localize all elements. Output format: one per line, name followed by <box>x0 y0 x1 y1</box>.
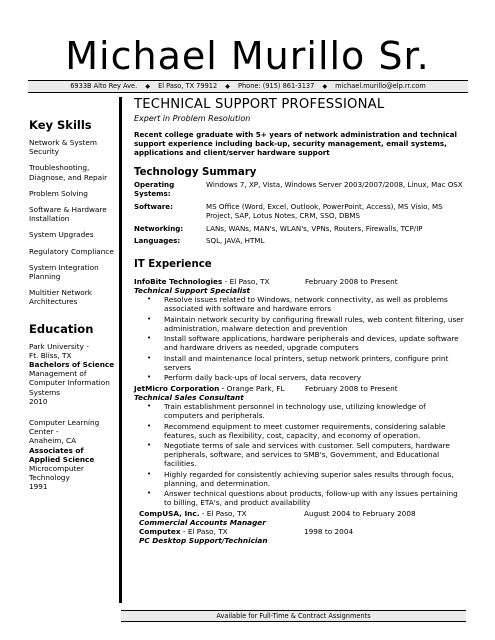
footer-bar: Available for Full-Time & Contract Assignments <box>121 610 466 622</box>
degree: Bachelors of Science <box>29 360 115 370</box>
education-entry <box>29 342 117 406</box>
list-item: • Perform daily back-ups of local servers, data recovery <box>164 373 464 382</box>
skill-item: Problem Solving <box>29 188 88 198</box>
list-item: • Recommend equipment to meet customer requirements, considering salable features, such as flexibility, cost, capacity, and economy of operation. <box>164 422 464 440</box>
list-item: • Resolve issues related to Windows, network connectivity, as well as problems associated with software and hardware errors <box>164 295 464 313</box>
job-header <box>134 384 464 393</box>
job-company-line <box>139 527 304 536</box>
sidebar <box>29 118 117 492</box>
job-header <box>139 509 464 518</box>
contact-email[interactable]: michael.murillo@elp.rr.com <box>335 82 426 90</box>
job-location: - Orange Park, FL <box>219 384 285 394</box>
school-name: Computer Learning Center - <box>29 418 100 437</box>
list-item: • Install and maintenance local printers, setup network printers, configure print servers <box>164 354 464 372</box>
job-company: JetMicro Corporation <box>134 384 220 394</box>
job-company: CompUSA, Inc. <box>139 508 200 518</box>
skills-heading: Key Skills <box>29 118 92 132</box>
summary-text: Recent college graduate with 5+ years of network administration and technical support experience including back-up, security management, email systems, applications and client/server hardware support <box>134 130 457 157</box>
skill-item: Multitier Network Architectures <box>29 288 92 307</box>
job-role: Commercial Accounts Manager <box>139 517 266 527</box>
degree-field: Microcomputer Technology <box>29 464 84 483</box>
job-header <box>134 277 464 286</box>
job-company: InfoBite Technologies <box>134 277 223 287</box>
tech-row <box>134 225 464 238</box>
tech-table <box>134 181 464 250</box>
other-jobs <box>134 509 464 545</box>
tech-label: Networking: <box>134 223 184 233</box>
list-item: • Install software applications, hardware peripherals and devices, update software and hardware drivers as needed, upgrade computers <box>164 334 464 352</box>
education-heading: Education <box>29 321 94 336</box>
degree-field: Management of Computer Information Systems <box>29 369 110 397</box>
job-company-line <box>139 509 304 518</box>
list-item: • Answer technical questions about products, follow-up with any issues pertaining to billing, ETA's, and product availability <box>164 489 464 507</box>
tech-row <box>134 237 464 250</box>
skill-item: System Upgrades <box>29 230 94 240</box>
education-entry <box>29 418 117 492</box>
skill-item: System Integration Planning <box>29 262 99 282</box>
job-header <box>139 527 464 536</box>
separator-icon: ◆ <box>145 83 150 90</box>
school-location: Ft. Bliss, TX <box>29 350 72 360</box>
tech-label: Languages: <box>134 236 181 246</box>
job-dates: 1998 to 2004 <box>304 526 354 536</box>
skill-item: Troubleshooting, Diagnose, and Repair <box>29 163 108 182</box>
job-bullets <box>134 295 464 382</box>
job-role: Technical Sales Consultant <box>134 393 244 403</box>
column-divider <box>119 97 122 603</box>
contact-phone: Phone: (915) 861-3137 <box>238 82 315 90</box>
school-name: Park University - <box>29 341 89 351</box>
page-title: TECHNICAL SUPPORT PROFESSIONAL <box>134 97 385 112</box>
skill-item: Regulatory Compliance <box>29 246 114 256</box>
main-content <box>134 97 464 545</box>
job-role: PC Desktop Support/Technician <box>139 535 268 545</box>
tech-label: Operating Systems: <box>134 180 175 199</box>
tech-value: LANs, WANs, MAN's, WLAN's, VPNs, Routers, Firewalls, TCP/IP <box>206 223 423 233</box>
list-item: • Maintain network security by configuring firewall rules, web content filtering, user administration, malware detection and prevention <box>164 315 464 333</box>
school-location: Anaheim, CA <box>29 436 77 446</box>
list-item: • Train establishment personnel in technology use, utilizing knowledge of computers and peripherals. <box>164 402 464 420</box>
degree-year: 1991 <box>29 482 48 492</box>
list-item: • Highly regarded for consistently achieving superior sales results through focus, planning, and determination. <box>164 470 464 488</box>
contact-city: El Paso, TX 79912 <box>158 82 218 90</box>
tech-heading: Technology Summary <box>134 167 257 179</box>
job-dates: February 2008 to Present <box>305 384 398 394</box>
job-company-line <box>134 384 305 393</box>
tech-label: Software: <box>134 201 173 211</box>
skill-item: Software & Hardware Installation <box>29 205 107 224</box>
degree-year: 2010 <box>29 396 48 406</box>
contact-address: 6933B Alto Rey Ave. <box>70 82 138 90</box>
skill-item: Network & System Security <box>29 138 98 157</box>
separator-icon: ◆ <box>225 83 230 90</box>
tech-row <box>134 181 464 203</box>
resume-name: Michael Murillo Sr. <box>65 34 430 78</box>
tech-value: MS Office (Word, Excel, Outlook, PowerPoint, Access), MS Visio, MS Project, SAP, Lotus Notes, CRM, SSO, DBMS <box>206 201 443 220</box>
contact-bar <box>28 80 468 93</box>
job-company-line <box>134 277 305 286</box>
job-role: Technical Support Specialist <box>134 286 251 296</box>
degree: Associates of Applied Science <box>29 445 95 464</box>
job-location: - El Paso, TX <box>180 526 228 536</box>
job-company: Computex <box>139 526 181 536</box>
page-subtitle: Expert in Problem Resolution <box>134 114 251 123</box>
tech-value: Windows 7, XP, Vista, Windows Server 2003/2007/2008, Linux, Mac OSX <box>206 180 463 190</box>
job-bullets <box>134 402 464 507</box>
separator-icon: ◆ <box>322 83 328 90</box>
job-dates: August 2004 to February 2008 <box>304 508 416 518</box>
list-item: • Negotiate terms of sale and services with customer. Sell computers, hardware peripherals, software, and services to SMB's, Government, and Educational facilities. <box>164 441 464 468</box>
tech-row <box>134 203 464 225</box>
job-dates: February 2008 to Present <box>305 277 398 287</box>
experience-heading: IT Experience <box>134 259 212 271</box>
job-location: - El Paso, TX <box>222 277 270 287</box>
job-location: - El Paso, TX <box>199 508 247 518</box>
tech-value: SQL, JAVA, HTML <box>206 236 265 246</box>
